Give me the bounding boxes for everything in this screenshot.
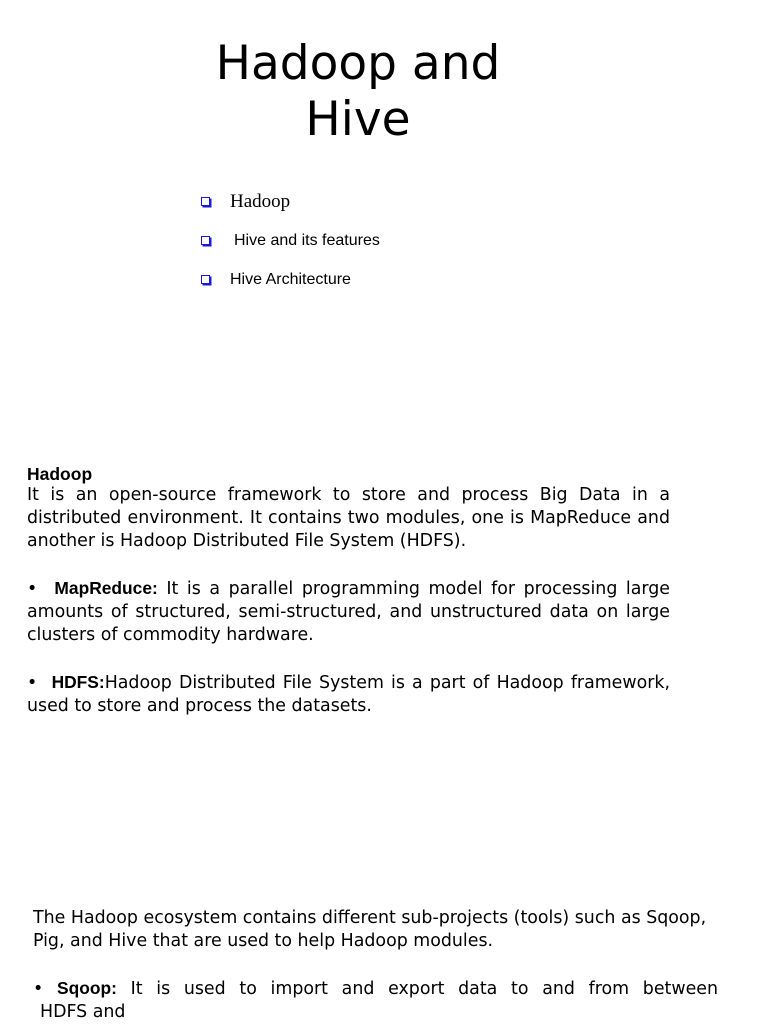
page-title-line-1: Hadoop and — [215, 36, 501, 91]
bullet-hdfs — [27, 671, 670, 718]
toc-item-hive-architecture — [200, 260, 380, 299]
page-title — [200, 36, 516, 148]
bullet-text: It is used to import and export data to and from between — [116, 979, 718, 999]
square-bullet-icon — [201, 236, 210, 245]
table-of-contents — [200, 182, 380, 299]
page-title-line-2: Hive — [305, 92, 411, 147]
bullet-marker: • — [33, 979, 44, 999]
section-heading: Hadoop — [27, 464, 93, 484]
square-bullet-icon — [201, 275, 210, 284]
bullet-continuation: HDFS and — [40, 1002, 126, 1022]
toc-item-hadoop — [200, 182, 380, 221]
bullet-label: Sqoop: — [56, 978, 117, 998]
bullet-text: It is a parallel programming model for processing large amounts of structured, semi-structured, and unstructured data on large clusters of commodity hardware. — [27, 579, 670, 645]
bullet-label: HDFS: — [51, 672, 105, 692]
toc-item-label: Hive Architecture — [230, 270, 351, 288]
hadoop-section — [27, 464, 670, 718]
square-bullet-icon — [201, 197, 210, 206]
toc-item-label: Hive and its features — [234, 231, 380, 249]
bullet-text: Hadoop Distributed File System is a part of Hadoop framework, used to store and process the datasets. — [27, 673, 670, 716]
ecosystem-intro: The Hadoop ecosystem contains different sub-projects (tools) such as Sqoop, Pig, and Hive that are used to help Hadoop modules. — [33, 908, 707, 951]
bullet-sqoop — [33, 977, 718, 1001]
ecosystem-section — [33, 907, 718, 1024]
bullet-label: MapReduce: — [54, 578, 158, 598]
bullet-marker: • — [27, 579, 38, 599]
bullet-mapreduce — [27, 577, 670, 647]
bullet-marker: • — [27, 673, 38, 693]
toc-item-label: Hadoop — [230, 190, 291, 212]
toc-item-hive-features — [200, 221, 380, 260]
section-intro: It is an open-source framework to store and process Big Data in a distributed environment. It contains two modules, one is MapReduce and another is Hadoop Distributed File System (HDFS). — [27, 485, 670, 551]
